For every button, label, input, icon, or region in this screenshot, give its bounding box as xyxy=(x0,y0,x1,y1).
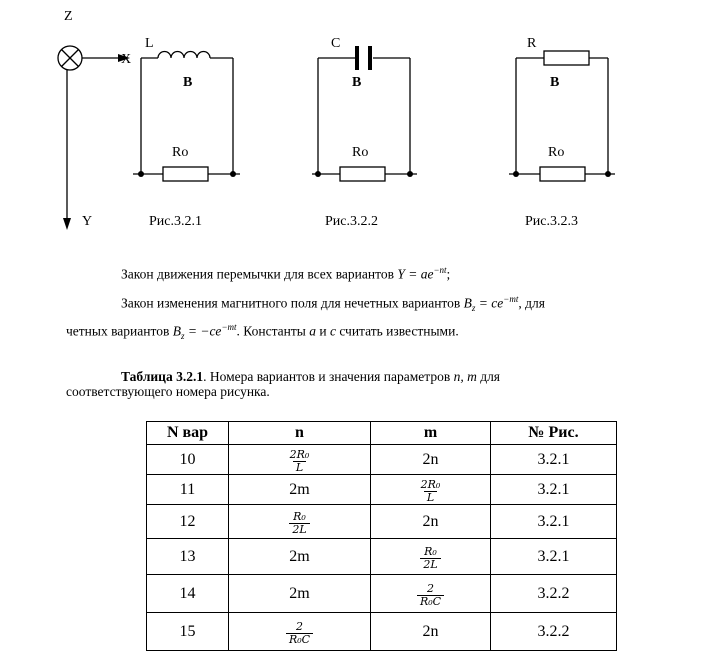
parameters-table xyxy=(146,421,617,651)
fraction: $\frac{\text{2R₀}}{L}$ xyxy=(420,478,441,504)
cell-fig: 3.2.1 xyxy=(491,475,617,505)
table-caption-line2: соответствующего номера рисунка. xyxy=(66,384,270,399)
cell-n: 2m xyxy=(229,475,371,505)
cell-var: 10 xyxy=(147,445,229,475)
circuit-resistor xyxy=(509,51,615,181)
table-caption: Таблица 3.2.1. Номера вариантов и значения параметров n, m для xyxy=(121,369,501,384)
cell-m: 2n xyxy=(371,445,491,475)
node-dot-icon xyxy=(513,171,519,177)
cell-m: 2n xyxy=(371,505,491,539)
resistor-ro-icon xyxy=(540,167,585,181)
table-row xyxy=(147,613,617,651)
cell-m xyxy=(371,539,491,575)
node-dot-icon xyxy=(407,171,413,177)
node-dot-icon xyxy=(605,171,611,177)
cell-n xyxy=(229,613,371,651)
cell-n xyxy=(229,505,371,539)
cell-m xyxy=(371,575,491,613)
circuit-capacitor xyxy=(312,58,417,181)
circuit-diagrams xyxy=(0,0,728,240)
header-n: n xyxy=(229,422,371,445)
axis-x-label: X xyxy=(121,52,132,67)
node-dot-icon xyxy=(230,171,236,177)
cell-m: 2n xyxy=(371,613,491,651)
resistor-r-label: R xyxy=(527,36,537,51)
cell-fig: 3.2.1 xyxy=(491,539,617,575)
resistor-label: Ro xyxy=(352,145,369,160)
cell-m xyxy=(371,475,491,505)
cell-n: 2m xyxy=(229,575,371,613)
resistor-label: Ro xyxy=(548,145,565,160)
cell-var: 11 xyxy=(147,475,229,505)
cell-fig: 3.2.2 xyxy=(491,613,617,651)
capacitor-label: C xyxy=(331,36,341,51)
node-dot-icon xyxy=(315,171,321,177)
fraction: $\frac{2}{\text{R₀C}}$ xyxy=(286,621,313,646)
cell-var: 13 xyxy=(147,539,229,575)
cell-n xyxy=(229,445,371,475)
field-label: B xyxy=(183,75,193,90)
inductor-coil-icon xyxy=(158,52,210,58)
cell-fig: 3.2.1 xyxy=(491,445,617,475)
inductor-label: L xyxy=(145,36,154,51)
resistor-r-icon xyxy=(544,51,589,65)
resistor-ro-icon xyxy=(340,167,385,181)
table-row xyxy=(147,475,617,505)
table-row xyxy=(147,445,617,475)
field-law-paragraph-cont: четных вариантов $B_z = -ce^{-mt}$. Константы a и c считать известными. xyxy=(66,322,459,342)
figure-caption: Рис.3.2.3 xyxy=(525,214,578,229)
resistor-label: Ro xyxy=(172,145,189,160)
fraction: $\frac{\text{R₀}}{2L}$ xyxy=(420,546,440,571)
resistor-ro-icon xyxy=(163,167,208,181)
field-label: B xyxy=(352,75,362,90)
header-fig: № Рис. xyxy=(491,422,617,445)
table-row xyxy=(147,505,617,539)
figure-caption: Рис.3.2.2 xyxy=(325,214,378,229)
table-row xyxy=(147,539,617,575)
cell-fig: 3.2.1 xyxy=(491,505,617,539)
cell-fig: 3.2.2 xyxy=(491,575,617,613)
header-m: m xyxy=(371,422,491,445)
cell-var: 12 xyxy=(147,505,229,539)
axis-z-label: Z xyxy=(64,9,73,24)
fraction: $\frac{\text{R₀}}{2L}$ xyxy=(289,511,309,536)
table-row xyxy=(147,575,617,613)
fraction: $\frac{\text{2R₀}}{L}$ xyxy=(289,448,310,474)
header-var: N вар xyxy=(147,422,229,445)
capacitor-plates-icon xyxy=(357,46,370,70)
circuit-inductor xyxy=(133,52,240,182)
motion-law-paragraph: Закон движения перемычки для всех вариантов $Y = ae^{-nt}$; xyxy=(121,265,451,282)
node-dot-icon xyxy=(138,171,144,177)
field-law-paragraph: Закон изменения магнитного поля для нечетных вариантов $B_z = ce^{-mt}$, для xyxy=(121,294,545,314)
cell-var: 15 xyxy=(147,613,229,651)
axis-y-label: Y xyxy=(82,214,93,229)
field-label: B xyxy=(550,75,560,90)
table-header-row xyxy=(147,422,617,445)
cell-var: 14 xyxy=(147,575,229,613)
cell-n: 2m xyxy=(229,539,371,575)
y-arrow-head-icon xyxy=(63,218,71,230)
figure-caption: Рис.3.2.1 xyxy=(149,214,202,229)
fraction: $\frac{2}{\text{R₀C}}$ xyxy=(417,583,444,608)
